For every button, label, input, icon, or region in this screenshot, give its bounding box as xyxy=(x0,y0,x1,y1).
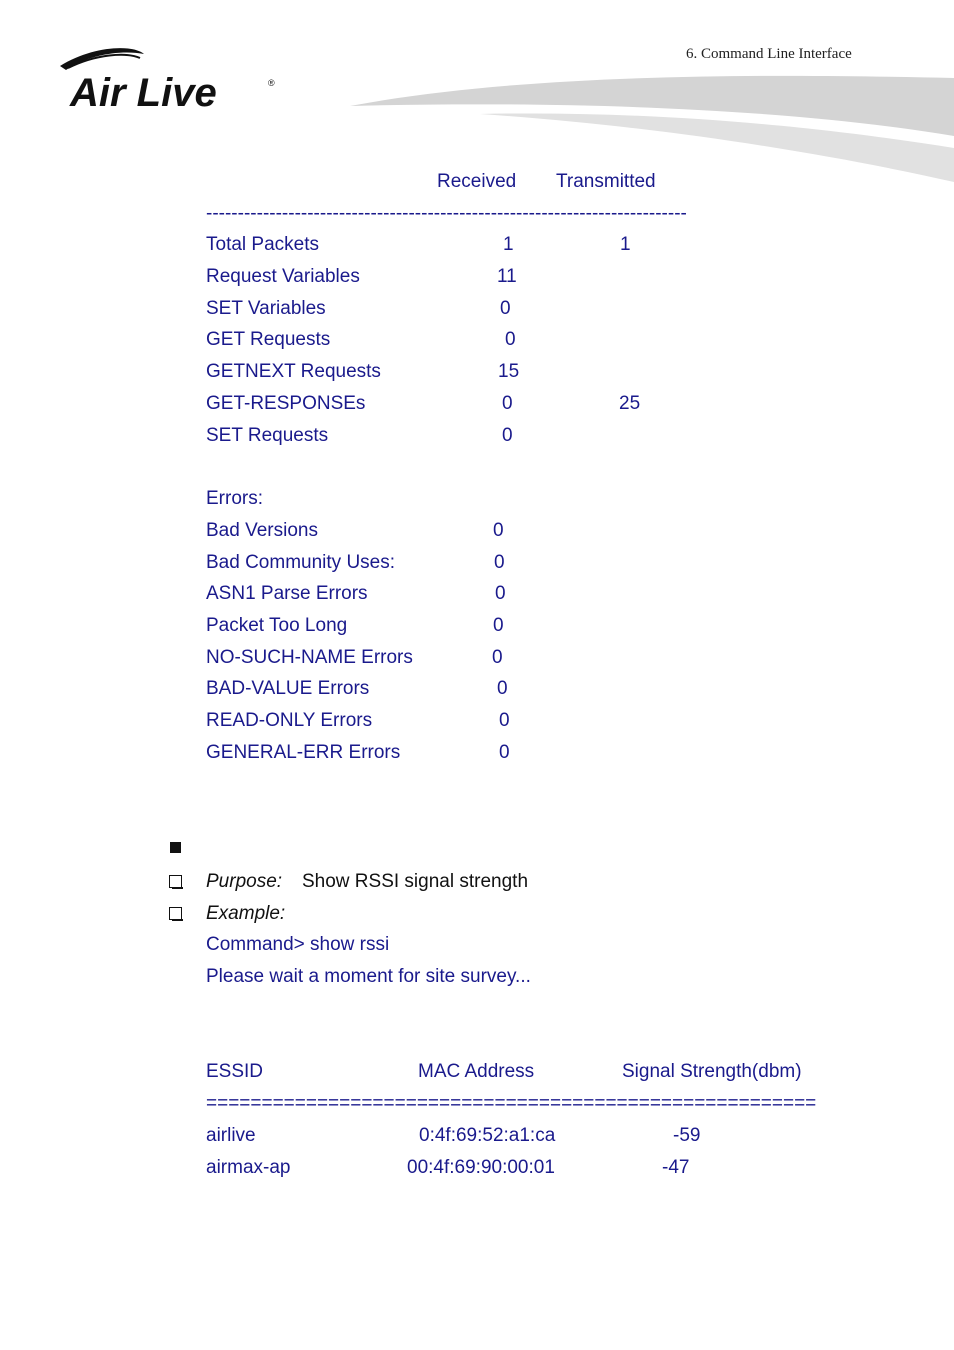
row-received-value: 0 xyxy=(502,425,513,446)
error-value: 0 xyxy=(493,615,504,636)
svg-text:®: ® xyxy=(268,78,275,88)
checkbox-bullet-icon xyxy=(169,907,182,920)
header-section-title: 6. Command Line Interface xyxy=(686,46,852,62)
column-header-mac: MAC Address xyxy=(418,1061,535,1082)
row-received-value: 0 xyxy=(500,298,511,319)
purpose-label: Purpose: xyxy=(206,871,283,892)
airlive-logo xyxy=(52,44,282,116)
error-label: Bad Versions xyxy=(206,520,318,541)
row-transmitted-value: 1 xyxy=(620,234,631,255)
error-label: Bad Community Uses: xyxy=(206,552,396,573)
column-header-received: Received xyxy=(437,171,517,192)
row-label: GET-RESPONSEs xyxy=(206,393,366,414)
error-label: NO-SUCH-NAME Errors xyxy=(206,647,413,668)
checkbox-bullet-icon xyxy=(169,875,182,888)
row-label: SET Variables xyxy=(206,298,326,319)
svg-text:Air Live: Air Live xyxy=(70,71,217,115)
rssi-row-signal: -59 xyxy=(673,1125,701,1146)
error-value: 0 xyxy=(497,678,508,699)
rssi-table-divider: ======================================================= xyxy=(206,1093,817,1114)
rssi-row-signal: -47 xyxy=(662,1157,690,1178)
rssi-row-mac: 00:4f:69:90:00:01 xyxy=(407,1157,555,1178)
row-label: GETNEXT Requests xyxy=(206,361,381,382)
error-value: 0 xyxy=(499,710,510,731)
row-received-value: 1 xyxy=(503,234,514,255)
row-label: Request Variables xyxy=(206,266,360,287)
row-transmitted-value: 25 xyxy=(619,393,641,414)
row-label: SET Requests xyxy=(206,425,329,446)
example-command: Command> show rssi xyxy=(206,934,390,955)
row-label: Total Packets xyxy=(206,234,319,255)
row-received-value: 0 xyxy=(505,329,516,350)
rssi-row-mac: 0:4f:69:52:a1:ca xyxy=(419,1125,556,1146)
row-label: GET Requests xyxy=(206,329,331,350)
rssi-row-essid: airmax-ap xyxy=(206,1157,291,1178)
purpose-text: Show RSSI signal strength xyxy=(302,871,529,892)
error-value: 0 xyxy=(499,742,510,763)
error-value: 0 xyxy=(493,520,504,541)
error-value: 0 xyxy=(495,583,506,604)
column-header-transmitted: Transmitted xyxy=(556,171,656,192)
error-label: GENERAL-ERR Errors xyxy=(206,742,401,763)
column-header-essid: ESSID xyxy=(206,1061,264,1082)
row-received-value: 11 xyxy=(497,266,517,287)
wait-message: Please wait a moment for site survey... xyxy=(206,966,531,987)
error-label: Packet Too Long xyxy=(206,615,348,636)
error-value: 0 xyxy=(492,647,503,668)
column-header-signal: Signal Strength(dbm) xyxy=(622,1061,802,1082)
table-divider: ---------------------------------------------------------------------------- xyxy=(206,203,687,224)
error-label: BAD-VALUE Errors xyxy=(206,678,370,699)
section-bullet-icon xyxy=(170,842,181,853)
error-label: ASN1 Parse Errors xyxy=(206,583,368,604)
rssi-row-essid: airlive xyxy=(206,1125,256,1146)
row-received-value: 0 xyxy=(502,393,513,414)
error-label: READ-ONLY Errors xyxy=(206,710,373,731)
errors-heading: Errors: xyxy=(206,488,263,509)
row-received-value: 15 xyxy=(498,361,520,382)
error-value: 0 xyxy=(494,552,505,573)
example-label: Example: xyxy=(206,903,286,924)
